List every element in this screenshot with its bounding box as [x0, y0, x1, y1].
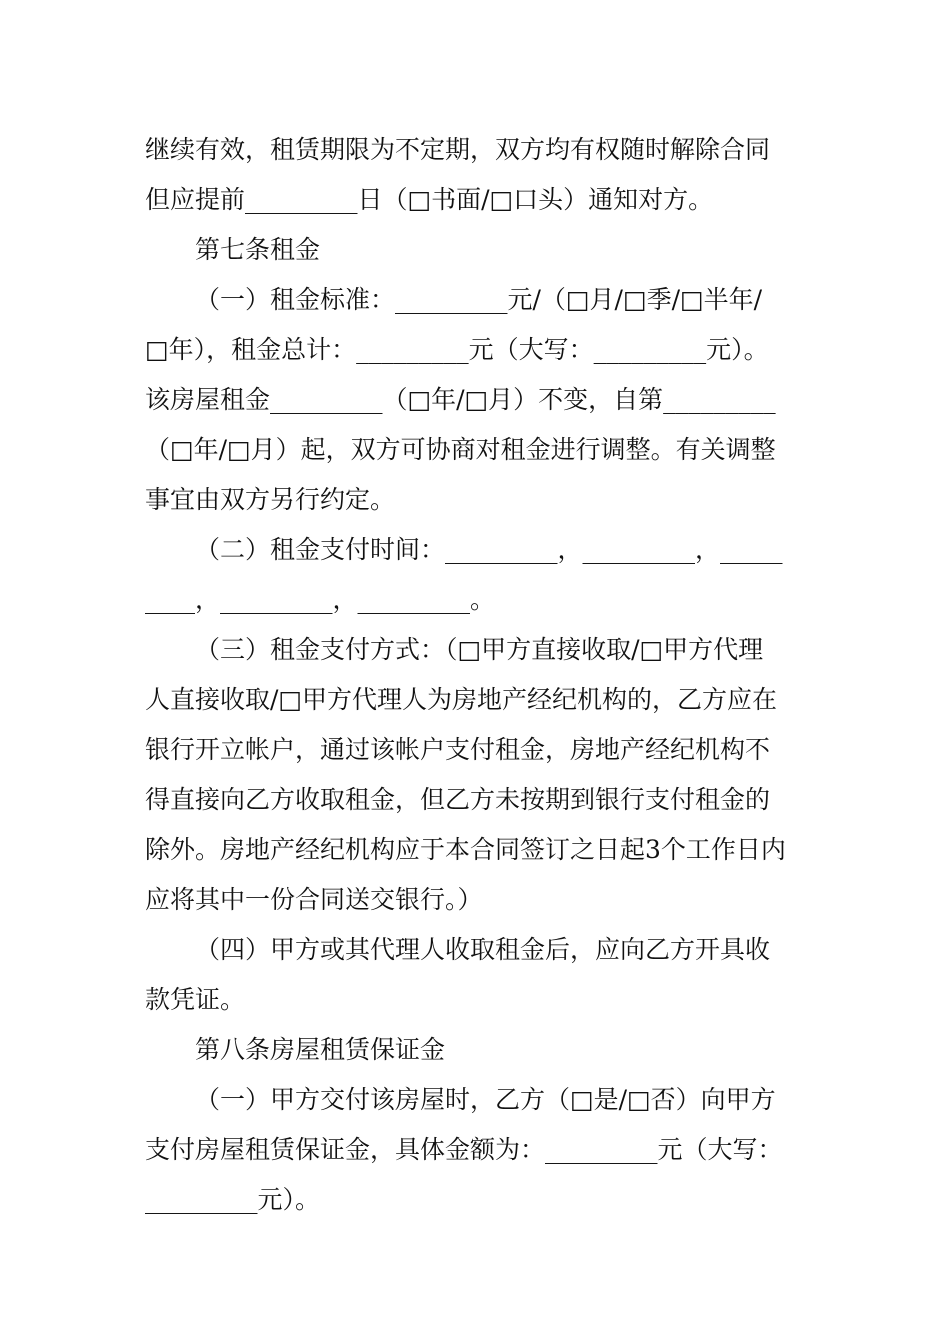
paragraph-line: □年），租金总计：_________元（大写：_________元）。: [145, 335, 769, 364]
paragraph-line: 应将其中一份合同送交银行。）: [145, 885, 483, 914]
paragraph-line: （二）租金支付时间：_________，_________，_____: [195, 535, 783, 564]
paragraph-line: ____，_________，_________。: [145, 585, 496, 614]
paragraph-line: 事宜由双方另行约定。: [145, 485, 396, 514]
paragraph-line: 人直接收取/□甲方代理人为房地产经纪机构的，乙方应在: [145, 685, 778, 714]
paragraph-line: 但应提前_________日（□书面/□口头）通知对方。: [145, 185, 714, 214]
paragraph-line: （四）甲方或其代理人收取租金后，应向乙方开具收: [195, 935, 771, 964]
paragraph-line: （□年/□月）起，双方可协商对租金进行调整。有关调整: [145, 435, 776, 464]
paragraph-line: 继续有效，租赁期限为不定期，双方均有权随时解除合同: [145, 135, 771, 164]
paragraph-line: （一）租金标准：_________元/（□月/□季/□半年/: [195, 285, 763, 314]
paragraph-line: 支付房屋租赁保证金，具体金额为：_________元（大写：: [145, 1135, 783, 1164]
paragraph-line: 银行开立帐户，通过该帐户支付租金，房地产经纪机构不: [145, 735, 771, 764]
paragraph-line: 除外。房地产经纪机构应于本合同签订之日起3个工作日内: [145, 835, 786, 864]
paragraph-line: （三）租金支付方式：（□甲方直接收取/□甲方代理: [195, 635, 764, 664]
paragraph-line: 该房屋租金_________（□年/□月）不变，自第_________: [145, 385, 776, 414]
paragraph-line: 款凭证。: [145, 985, 246, 1014]
paragraph-line: 得直接向乙方收取租金，但乙方未按期到银行支付租金的: [145, 785, 771, 814]
article-heading: 第七条租金: [195, 235, 321, 264]
article-heading: 第八条房屋租赁保证金: [195, 1035, 446, 1064]
paragraph-line: _________元）。: [145, 1185, 321, 1214]
paragraph-line: （一）甲方交付该房屋时，乙方（□是/□否）向甲方: [195, 1085, 776, 1114]
